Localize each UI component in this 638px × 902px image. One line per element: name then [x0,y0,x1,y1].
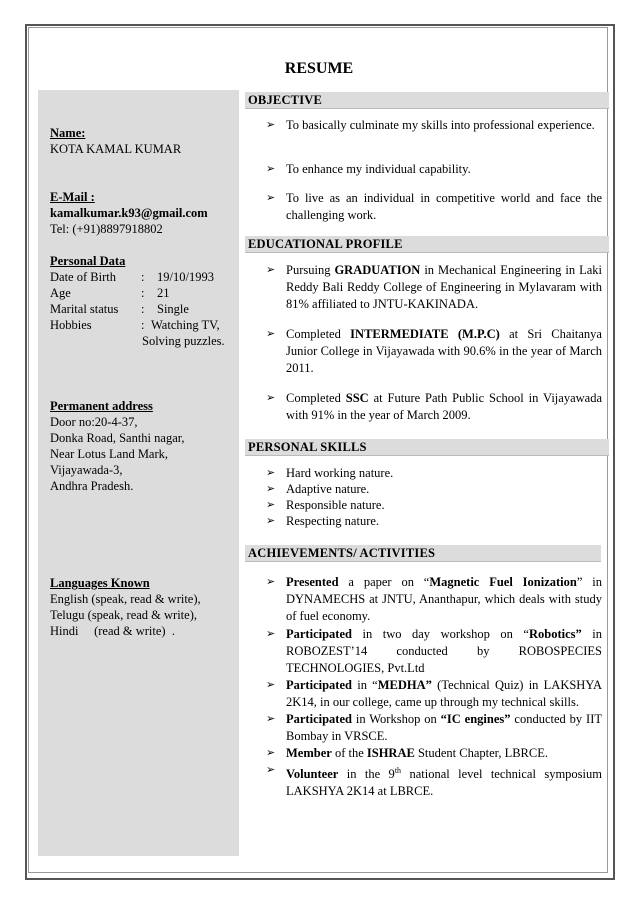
address-line: Vijayawada-3, [50,463,123,477]
bullet-arrow-icon: ➢ [266,576,276,588]
achievement-item: ➢ Participated in Workshop on “IC engines” conducted by IIT Bombay in VRSCE. [266,712,603,743]
pd-row: Age : 21 [50,286,170,300]
bullet-arrow-icon: ➢ [266,499,276,511]
bullet-arrow-icon: ➢ [266,119,276,131]
skill-item: ➢ Adaptive nature. [266,482,370,496]
skill-item: ➢ Hard working nature. [266,466,394,480]
email-value: kamalkumar.k93@gmail.com [50,206,208,220]
bullet-arrow-icon: ➢ [266,467,276,479]
bullet-arrow-icon: ➢ [266,747,276,759]
personal-data-label: Personal Data [50,254,126,268]
languages-label: Languages Known [50,576,150,590]
tel-value: Tel: (+91)8897918802 [50,222,163,236]
address-label: Permanent address [50,399,153,413]
bullet-arrow-icon: ➢ [266,628,276,640]
achievement-item: ➢ Participated in “MEDHA” (Technical Quiz) in LAKSHYA 2K14, in our college, came up through my technical skills. [266,678,602,709]
address-block [50,398,185,494]
objective-item: ➢ To enhance my individual capability. [266,162,471,176]
bullet-arrow-icon: ➢ [266,713,276,725]
language-item: English (speak, read & write), [50,592,201,606]
bullet-arrow-icon: ➢ [266,163,276,175]
document-title: RESUME [284,60,354,77]
achievement-item: ➢ Presented a paper on “Magnetic Fuel Ionization” in DYNAMECHS at JNTU, Ananthapur, which deals with study of fuel economy. [266,575,602,623]
education-item: ➢ Completed INTERMEDIATE (M.P.C) at Sri Chaitanya Junior College in Vijayawada with 90.6% in the year of March 2011. [266,327,602,375]
education-item: ➢ Pursuing GRADUATION in Mechanical Engineering in Laki Reddy Bali Reddy College of Engineering in Mylavaram with 81% affiliated to JNTU-KAKINADA. [266,263,602,311]
education-item: ➢ Completed SSC at Future Path Public School in Vijayawada with 91% in the year of March 2009. [266,391,602,422]
skill-item: ➢ Responsible nature. [266,498,385,512]
achievement-item: ➢ Participated in two day workshop on “Robotics” in ROBOZEST’14 conducted by ROBOSPECIES TECHNOLOGIES, Pvt.Ltd [266,627,602,675]
bullet-arrow-icon: ➢ [266,192,276,204]
skills-heading: PERSONAL SKILLS [245,439,609,456]
bullet-arrow-icon: ➢ [266,764,276,776]
skill-item: ➢ Respecting nature. [266,514,380,528]
bullet-arrow-icon: ➢ [266,679,276,691]
name-value: KOTA KAMAL KUMAR [50,142,182,156]
achievements-heading: ACHIEVEMENTS/ ACTIVITIES [245,545,601,562]
objective-item: ➢ To live as an individual in competitive world and face the challenging work. [266,191,602,222]
address-line: Door no:20-4-37, [50,415,138,429]
email-label: E-Mail : [50,190,95,204]
bullet-arrow-icon: ➢ [266,515,276,527]
bullet-arrow-icon: ➢ [266,328,276,340]
name-label: Name: [50,126,86,140]
languages-block [50,575,201,639]
pd-row: Solving puzzles. [142,334,225,348]
objective-heading: OBJECTIVE [245,92,609,109]
pd-row: Hobbies : Watching TV, [50,318,220,332]
bullet-arrow-icon: ➢ [266,392,276,404]
pd-row: Date of Birth : 19/10/1993 [50,270,214,284]
address-line: Near Lotus Land Mark, [50,447,169,461]
language-item: Hindi (read & write) . [50,624,175,638]
personal-data-block [50,253,235,349]
education-heading: EDUCATIONAL PROFILE [245,236,609,253]
achievement-item: ➢ Volunteer in the 9th national level technical symposium LAKSHYA 2K14 at LBRCE. [266,764,602,799]
language-item: Telugu (speak, read & write), [50,608,197,622]
bullet-arrow-icon: ➢ [266,483,276,495]
pd-row: Marital status : Single [50,302,189,316]
name-block [50,125,181,157]
achievement-item: ➢ Member of the ISHRAE Student Chapter, LBRCE. [266,746,548,760]
objective-item: ➢ To basically culminate my skills into professional experience. [266,118,595,132]
address-line: Andhra Pradesh. [50,479,134,493]
address-line: Donka Road, Santhi nagar, [50,431,185,445]
bullet-arrow-icon: ➢ [266,264,276,276]
contact-block [50,189,208,237]
